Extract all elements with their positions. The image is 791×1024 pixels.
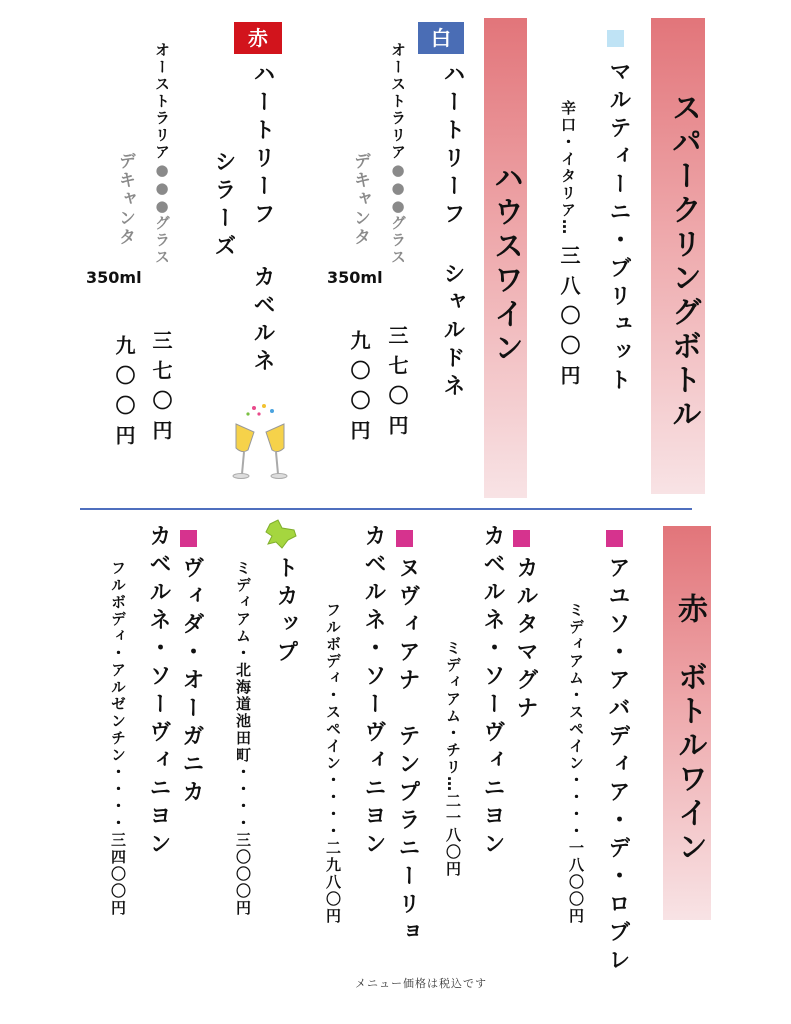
red-bottle-item-5-name2: カベルネ・ソーヴィニヨン (146, 524, 171, 860)
red-house-decanter: デキャンタ (115, 152, 135, 247)
red-bottle-item-5-detail: フルボディ・アルゼンチン・・・・三四〇〇円 (109, 560, 127, 917)
red-house-volume: 350ml (86, 268, 142, 287)
champagne-glasses-icon (228, 402, 292, 484)
section-divider (80, 508, 692, 510)
white-badge: 白 (418, 22, 464, 54)
pink-square-icon (396, 530, 413, 547)
house-title (484, 18, 527, 498)
red-house-origin: オーストラリア (153, 42, 171, 161)
sparkling-item-price: 三八〇〇円 (557, 245, 581, 395)
red-bottle-item-5-name: ヴィダ・オーガニカ (179, 556, 204, 808)
white-house-name-1: ハートリーフ (440, 62, 465, 230)
white-house-decanter: デキャンタ (350, 152, 370, 247)
red-bottle-item-2-name: カルタマグナ (513, 556, 538, 724)
red-badge: 赤 (234, 22, 282, 54)
red-bottle-title-text: 赤 ボトルワイン (672, 593, 707, 865)
pink-square-icon (180, 530, 197, 547)
red-house-origin-line: オーストラリア●●●グラス (153, 42, 171, 266)
red-house-decanter-price: 九〇〇円 (112, 335, 136, 455)
sparkling-title (651, 18, 705, 494)
red-bottle-item-3-name: ヌヴィアナ テンプラニーリョ (395, 556, 420, 948)
red-bottle-item-2-detail: ミディアム・チリ…二一八〇円 (444, 640, 462, 878)
red-house-name-3: シラーズ (211, 150, 236, 262)
sparkling-item-name: マルティーニ・ブリュット (606, 60, 631, 396)
red-bottle-item-3-name2: カベルネ・ソーヴィニヨン (361, 524, 386, 860)
white-house-glass: グラス (389, 215, 407, 266)
red-bottle-item-2-name2: カベルネ・ソーヴィニヨン (480, 524, 505, 860)
red-house-name-2: カベルネ (250, 265, 275, 377)
red-bottle-item-1-name: アユソ・アバディア・デ・ロブレ (605, 556, 630, 976)
red-bottle-title (663, 526, 711, 920)
pink-square-icon (513, 530, 530, 547)
red-house-glass: グラス (153, 215, 171, 266)
light-blue-square-icon (607, 30, 624, 47)
red-house-name-1: ハートリーフ (250, 62, 275, 230)
white-house-decanter-price: 九〇〇円 (347, 330, 371, 450)
white-house-volume: 350ml (327, 268, 383, 287)
house-title-text: ハウスワイン (488, 162, 523, 366)
pink-square-icon (606, 530, 623, 547)
red-bottle-item-4-name: トカップ (273, 556, 298, 668)
white-house-origin: オーストラリア (389, 42, 407, 161)
white-house-name-2: シャルドネ (440, 262, 465, 402)
sparkling-item-origin: 辛口・イタリア… (559, 100, 577, 236)
hokkaido-map-icon (264, 518, 298, 552)
sparkling-title-text: スパークリングボトル (666, 92, 701, 432)
white-house-glass-price: 三七〇円 (385, 325, 409, 445)
red-bottle-item-3-detail: フルボディ・スペイン・・・・二九八〇円 (324, 602, 342, 925)
tax-note: メニュー価格は税込です (355, 977, 487, 990)
red-house-glass-price: 三七〇円 (149, 330, 173, 450)
red-bottle-item-4-detail: ミディアム・北海道池田町・・・・三〇〇〇円 (234, 560, 252, 917)
red-bottle-item-1-detail: ミディアム・スペイン・・・・一八〇〇円 (567, 602, 585, 925)
white-house-origin-line: オーストラリア●●●グラス (389, 42, 407, 266)
